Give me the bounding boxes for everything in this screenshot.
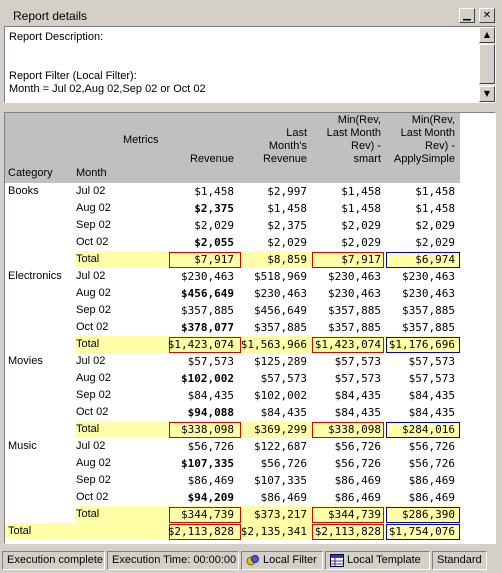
value-cell-last: $456,649 bbox=[254, 304, 307, 317]
report-filter-value: Month = Jul 02,Aug 02,Sep 02 or Oct 02 bbox=[9, 83, 206, 95]
last-month-revenue-header[interactable]: Last Month's Revenue bbox=[262, 127, 307, 165]
month-cell[interactable]: Jul 02 bbox=[76, 355, 106, 367]
value-cell-apply: $357,885 bbox=[402, 321, 455, 334]
month-cell[interactable]: Jul 02 bbox=[76, 270, 106, 282]
value-cell-smart: $86,469 bbox=[334, 474, 381, 487]
value-cell-last: $122,687 bbox=[254, 440, 307, 453]
total-cell-smart: $7,917 bbox=[341, 253, 381, 266]
total-cell-apply: $286,390 bbox=[402, 508, 455, 521]
total-label: Total bbox=[76, 508, 100, 520]
category-cell[interactable]: Movies bbox=[8, 355, 43, 367]
value-cell-apply: $1,458 bbox=[415, 185, 455, 198]
value-cell-last: $2,375 bbox=[267, 219, 307, 232]
min-smart-header[interactable]: Min(Rev, Last Month Rev) - smart bbox=[326, 114, 381, 165]
value-cell-rev: $378,077 bbox=[181, 321, 234, 334]
value-cell-rev: $2,029 bbox=[194, 219, 234, 232]
grand-total-cell-rev: $2,113,828 bbox=[167, 525, 234, 538]
grand-total-cell-apply: $1,754,076 bbox=[388, 525, 455, 538]
grand-total-cell-smart: $2,113,828 bbox=[314, 525, 381, 538]
value-cell-rev: $84,435 bbox=[187, 389, 234, 402]
total-cell-last: $369,299 bbox=[254, 423, 307, 436]
status-local-filter[interactable] bbox=[241, 551, 323, 570]
category-cell[interactable]: Books bbox=[8, 185, 39, 197]
value-cell-apply: $56,726 bbox=[408, 440, 455, 453]
value-cell-smart: $84,435 bbox=[334, 406, 381, 419]
value-cell-apply: $84,435 bbox=[408, 406, 455, 419]
month-header[interactable]: Month bbox=[76, 167, 107, 179]
month-cell[interactable]: Aug 02 bbox=[76, 372, 111, 384]
value-cell-rev: $86,469 bbox=[187, 474, 234, 487]
category-header[interactable]: Category bbox=[8, 167, 53, 179]
report-grid bbox=[4, 112, 496, 544]
value-cell-last: $518,969 bbox=[254, 270, 307, 283]
category-cell[interactable]: Electronics bbox=[8, 270, 62, 282]
status-bar bbox=[0, 549, 502, 571]
value-cell-rev: $2,055 bbox=[194, 236, 234, 249]
local-template-label: Local Template bbox=[347, 554, 421, 566]
month-cell[interactable]: Sep 02 bbox=[76, 304, 111, 316]
total-label: Total bbox=[76, 423, 100, 435]
value-cell-last: $84,435 bbox=[260, 406, 307, 419]
total-cell-smart: $338,098 bbox=[328, 423, 381, 436]
value-cell-smart: $84,435 bbox=[334, 389, 381, 402]
total-label: Total bbox=[76, 338, 100, 350]
value-cell-smart: $56,726 bbox=[334, 440, 381, 453]
month-cell[interactable]: Oct 02 bbox=[76, 406, 109, 418]
value-cell-last: $357,885 bbox=[254, 321, 307, 334]
metrics-header[interactable]: Metrics bbox=[123, 134, 159, 146]
value-cell-last: $56,726 bbox=[260, 457, 307, 470]
value-cell-apply: $56,726 bbox=[408, 457, 455, 470]
value-cell-apply: $86,469 bbox=[408, 474, 455, 487]
value-cell-apply: $357,885 bbox=[402, 304, 455, 317]
total-cell-apply: $6,974 bbox=[415, 253, 455, 266]
month-cell[interactable]: Jul 02 bbox=[76, 185, 106, 197]
month-cell[interactable]: Oct 02 bbox=[76, 321, 109, 333]
month-cell[interactable]: Sep 02 bbox=[76, 474, 111, 486]
value-cell-rev: $56,726 bbox=[187, 440, 234, 453]
value-cell-smart: $86,469 bbox=[334, 491, 381, 504]
value-cell-rev: $230,463 bbox=[181, 270, 234, 283]
value-cell-last: $125,289 bbox=[254, 355, 307, 368]
close-icon[interactable]: ✕ bbox=[479, 8, 495, 23]
grand-total-cell-last: $2,135,341 bbox=[240, 525, 307, 538]
total-cell-apply: $1,176,696 bbox=[388, 338, 455, 351]
month-cell[interactable]: Jul 02 bbox=[76, 440, 106, 452]
status-execution-time: Execution Time: 00:00:00 bbox=[107, 551, 239, 570]
value-cell-apply: $57,573 bbox=[408, 355, 455, 368]
minimize-icon[interactable]: ▁ bbox=[459, 8, 475, 23]
local-filter-icon bbox=[246, 554, 260, 567]
value-cell-apply: $230,463 bbox=[402, 287, 455, 300]
total-cell-rev: $1,423,074 bbox=[167, 338, 234, 351]
grand-total-label: Total bbox=[8, 525, 32, 537]
value-cell-apply: $86,469 bbox=[408, 491, 455, 504]
report-details-header bbox=[3, 5, 499, 26]
total-cell-last: $373,217 bbox=[254, 508, 307, 521]
value-cell-last: $230,463 bbox=[254, 287, 307, 300]
panel-title: Report details bbox=[13, 9, 88, 23]
value-cell-smart: $2,029 bbox=[341, 219, 381, 232]
min-applysimple-header[interactable]: Min(Rev, Last Month Rev) - ApplySimple bbox=[393, 114, 455, 165]
total-cell-rev: $344,739 bbox=[181, 508, 234, 521]
scroll-down-icon[interactable]: ▼ bbox=[479, 86, 495, 102]
value-cell-rev: $94,209 bbox=[187, 491, 234, 504]
value-cell-apply: $57,573 bbox=[408, 372, 455, 385]
month-cell[interactable]: Oct 02 bbox=[76, 236, 109, 248]
value-cell-rev: $1,458 bbox=[194, 185, 234, 198]
value-cell-rev: $107,335 bbox=[181, 457, 234, 470]
value-cell-apply: $2,029 bbox=[415, 219, 455, 232]
month-cell[interactable]: Aug 02 bbox=[76, 287, 111, 299]
value-cell-last: $86,469 bbox=[260, 491, 307, 504]
scroll-up-icon[interactable]: ▲ bbox=[479, 27, 495, 43]
value-cell-apply: $84,435 bbox=[408, 389, 455, 402]
value-cell-last: $2,997 bbox=[267, 185, 307, 198]
value-cell-last: $107,335 bbox=[254, 474, 307, 487]
value-cell-apply: $230,463 bbox=[402, 270, 455, 283]
category-cell[interactable]: Music bbox=[8, 440, 37, 452]
total-cell-last: $1,563,966 bbox=[240, 338, 307, 351]
local-template-icon bbox=[330, 554, 344, 567]
total-cell-smart: $344,739 bbox=[328, 508, 381, 521]
value-cell-last: $57,573 bbox=[260, 372, 307, 385]
description-scrollbar[interactable] bbox=[479, 27, 495, 102]
total-cell-last: $8,859 bbox=[267, 253, 307, 266]
month-cell[interactable]: Sep 02 bbox=[76, 389, 111, 401]
month-cell[interactable]: Aug 02 bbox=[76, 202, 111, 214]
value-cell-rev: $57,573 bbox=[187, 355, 234, 368]
value-cell-apply: $2,029 bbox=[415, 236, 455, 249]
status-execution: Execution complete bbox=[2, 551, 105, 570]
report-description-box[interactable] bbox=[4, 26, 496, 103]
month-cell[interactable]: Oct 02 bbox=[76, 491, 109, 503]
grid-right-margin bbox=[460, 113, 496, 543]
value-cell-smart: $357,885 bbox=[328, 304, 381, 317]
value-cell-apply: $1,458 bbox=[415, 202, 455, 215]
status-standard: Standard bbox=[432, 551, 487, 570]
value-cell-smart: $230,463 bbox=[328, 287, 381, 300]
value-cell-rev: $357,885 bbox=[181, 304, 234, 317]
total-cell-rev: $338,098 bbox=[181, 423, 234, 436]
value-cell-smart: $57,573 bbox=[334, 355, 381, 368]
value-cell-smart: $357,885 bbox=[328, 321, 381, 334]
scroll-thumb[interactable] bbox=[479, 44, 495, 84]
value-cell-last: $102,002 bbox=[254, 389, 307, 402]
revenue-header[interactable]: Revenue bbox=[189, 153, 234, 165]
value-cell-last: $2,029 bbox=[267, 236, 307, 249]
total-label: Total bbox=[76, 253, 100, 265]
value-cell-rev: $94,088 bbox=[187, 406, 234, 419]
status-local-template[interactable] bbox=[325, 551, 430, 570]
grid-header bbox=[5, 113, 460, 183]
value-cell-smart: $1,458 bbox=[341, 185, 381, 198]
report-description-label: Report Description: bbox=[9, 31, 104, 43]
value-cell-smart: $1,458 bbox=[341, 202, 381, 215]
value-cell-rev: $456,649 bbox=[181, 287, 234, 300]
total-cell-smart: $1,423,074 bbox=[314, 338, 381, 351]
total-cell-apply: $284,016 bbox=[402, 423, 455, 436]
value-cell-smart: $2,029 bbox=[341, 236, 381, 249]
value-cell-smart: $57,573 bbox=[334, 372, 381, 385]
month-cell[interactable]: Aug 02 bbox=[76, 457, 111, 469]
value-cell-last: $1,458 bbox=[267, 202, 307, 215]
local-filter-label: Local Filter bbox=[263, 554, 317, 566]
month-cell[interactable]: Sep 02 bbox=[76, 219, 111, 231]
report-filter-label: Report Filter (Local Filter): bbox=[9, 70, 137, 82]
value-cell-rev: $102,002 bbox=[181, 372, 234, 385]
value-cell-smart: $230,463 bbox=[328, 270, 381, 283]
total-cell-rev: $7,917 bbox=[194, 253, 234, 266]
value-cell-smart: $56,726 bbox=[334, 457, 381, 470]
value-cell-rev: $2,375 bbox=[194, 202, 234, 215]
